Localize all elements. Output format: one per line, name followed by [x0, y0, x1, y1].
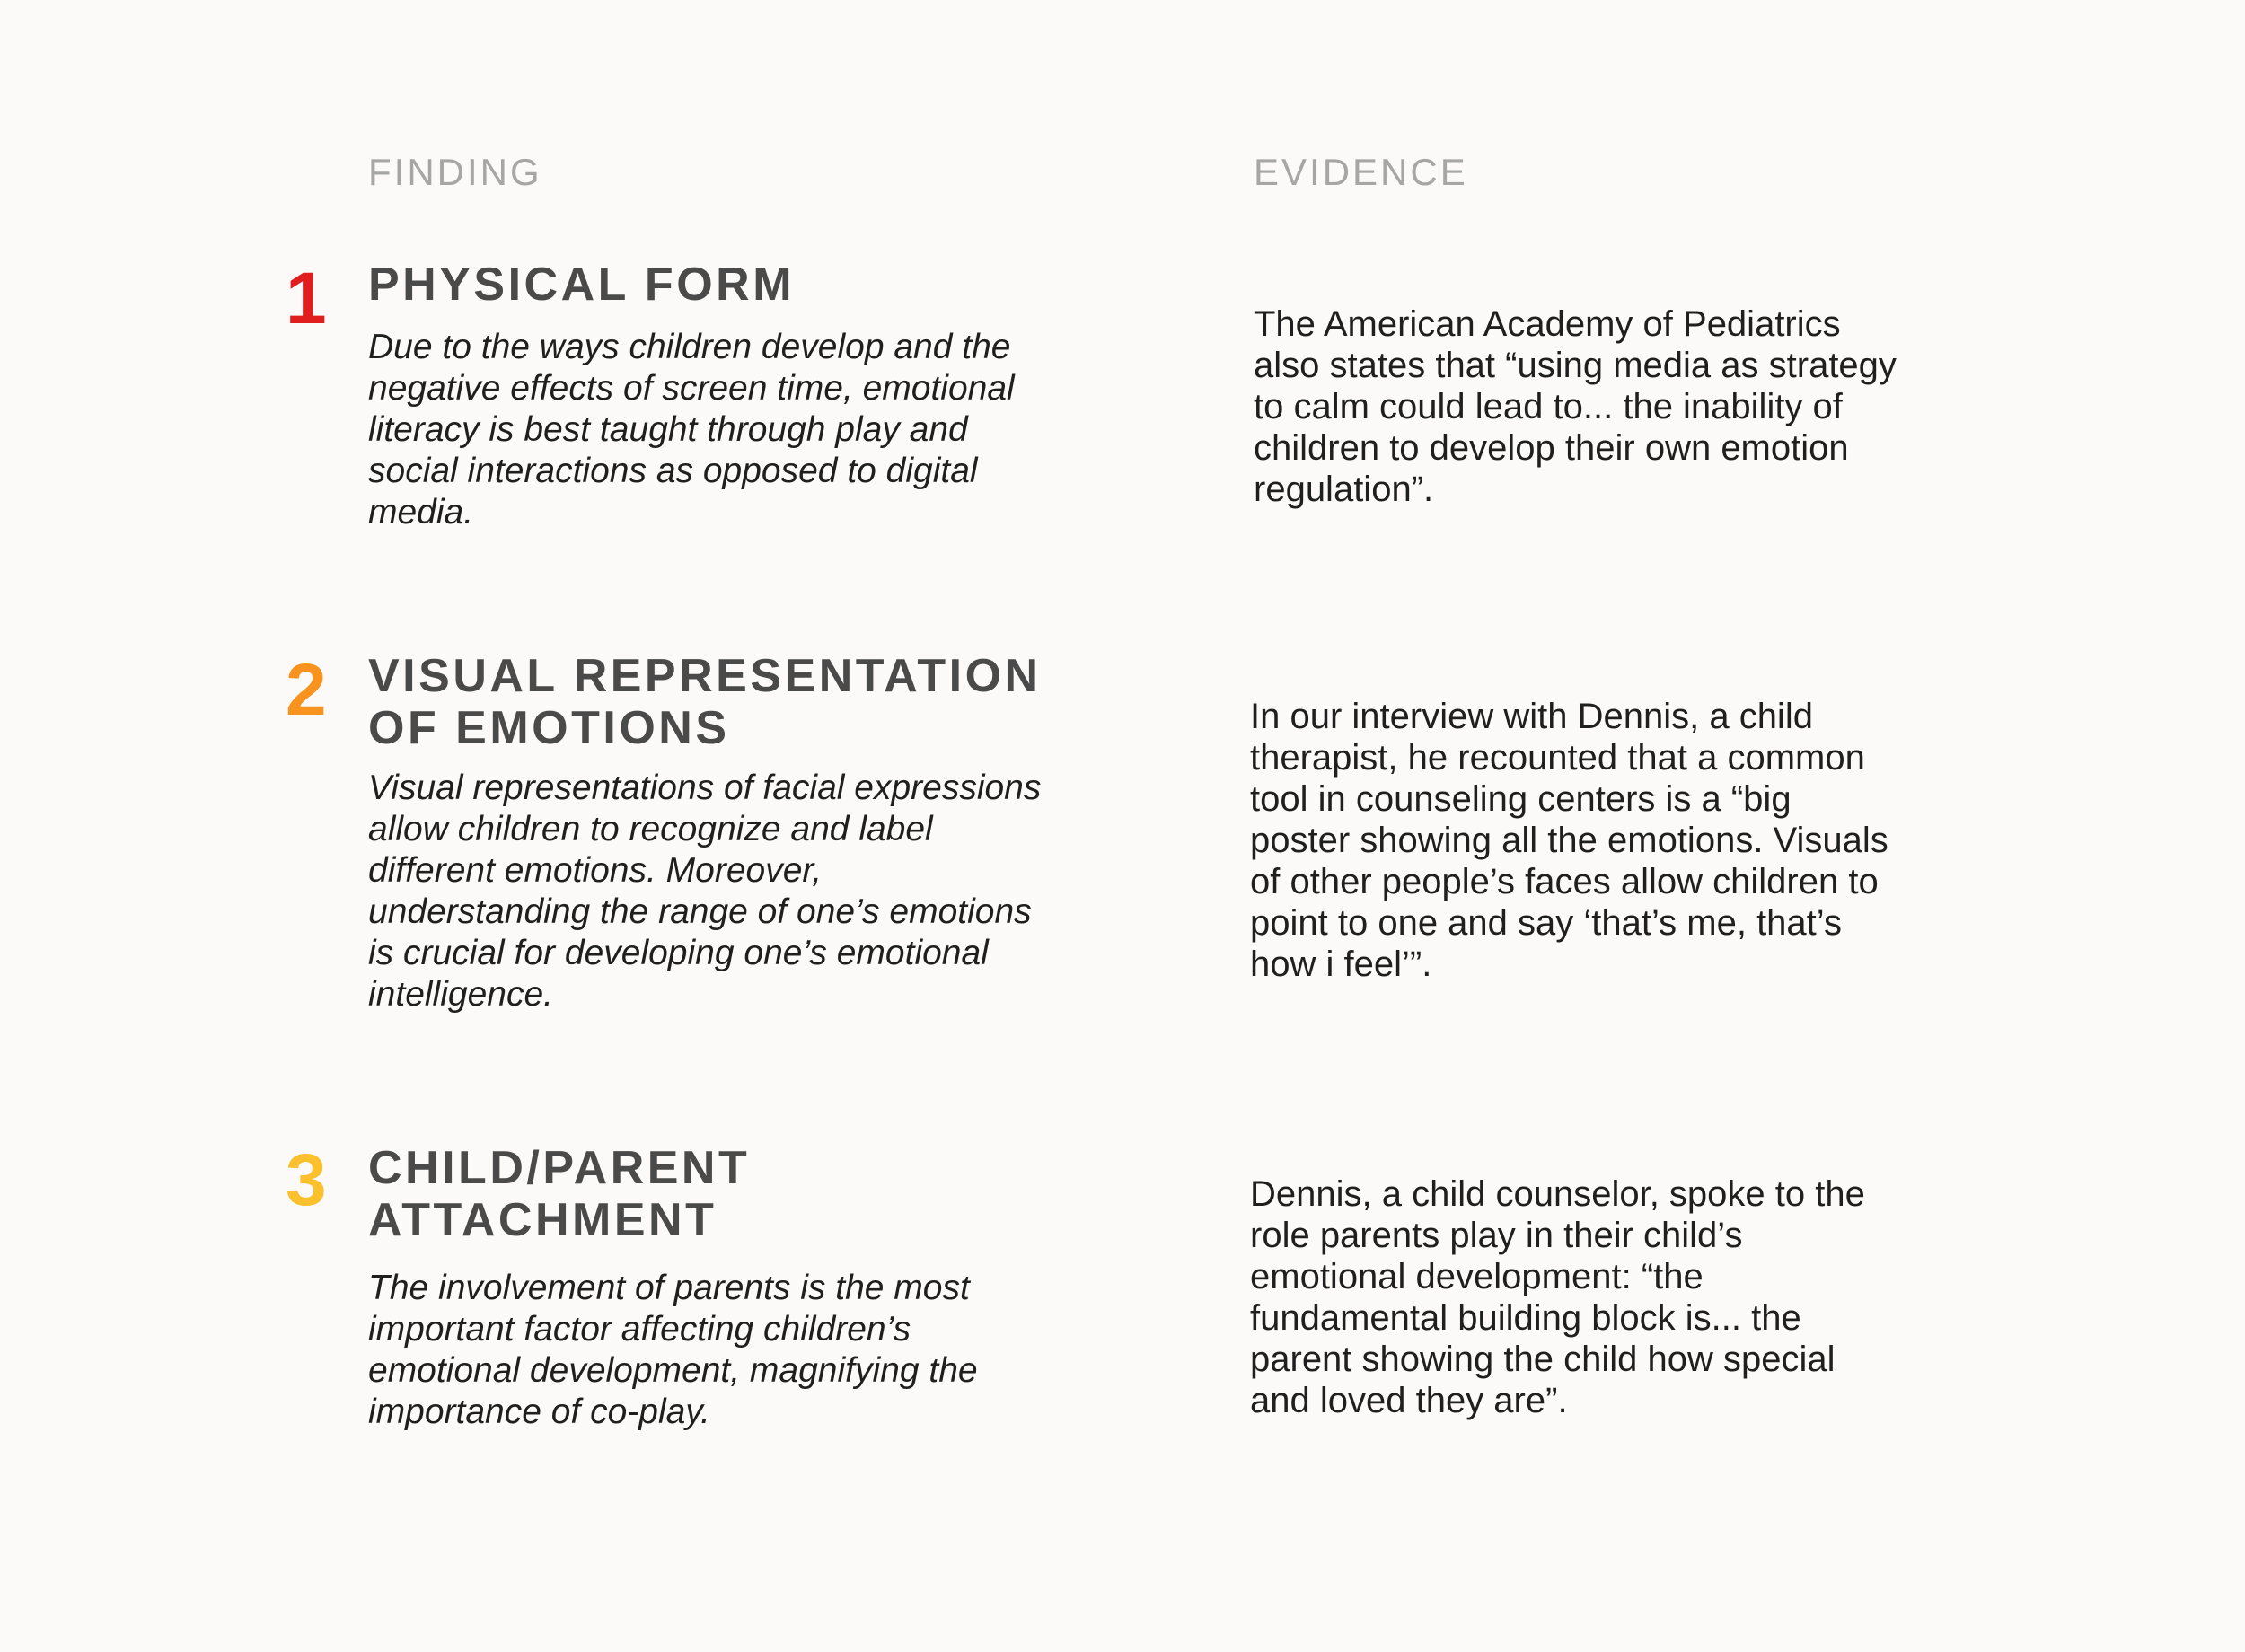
finding-body-line: importance of co-play. [368, 1393, 710, 1431]
finding-title-3-line: CHILD/PARENT [368, 1142, 751, 1194]
finding-body-line: allow children to recognize and label [368, 810, 933, 848]
finding-title-3 [368, 1142, 1087, 1246]
finding-title-2 [368, 650, 1087, 754]
finding-body-3 [368, 1268, 1105, 1433]
finding-number-1: 1 [286, 258, 327, 339]
evidence-line: children to develop their own emotion [1254, 428, 1849, 468]
evidence-line: poster showing all the emotions. Visuals [1250, 821, 1888, 860]
finding-title-1 [368, 259, 1087, 311]
evidence-line: tool in counseling centers is a “big [1250, 779, 1792, 819]
finding-title-1-line: PHYSICAL FORM [368, 259, 796, 311]
evidence-line: to calm could lead to... the inability of [1254, 387, 1843, 426]
finding-body-line: emotional development, magnifying the [368, 1351, 978, 1390]
finding-body-2 [368, 768, 1105, 1015]
finding-title-2-line: OF EMOTIONS [368, 702, 730, 754]
finding-number-2: 2 [286, 649, 327, 731]
evidence-line: parent showing the child how special [1250, 1340, 1836, 1379]
finding-body-line: is crucial for developing one’s emotional [368, 934, 989, 972]
finding-body-line: media. [368, 493, 474, 532]
finding-body-line: Due to the ways children develop and the [368, 328, 1011, 366]
evidence-text-2 [1250, 696, 1986, 985]
finding-body-line: negative effects of screen time, emotional [368, 369, 1015, 408]
finding-body-line: The involvement of parents is the most [368, 1269, 970, 1307]
finding-body-line: intelligence. [368, 975, 553, 1014]
evidence-line: and loved they are”. [1250, 1381, 1568, 1420]
finding-body-line: social interactions as opposed to digital [368, 452, 978, 490]
evidence-line: also states that “using media as strategy [1254, 346, 1897, 385]
finding-title-3-line: ATTACHMENT [368, 1194, 718, 1246]
evidence-line: how i feel’”. [1250, 945, 1432, 984]
finding-body-line: understanding the range of one’s emotions [368, 892, 1032, 931]
evidence-line: Dennis, a child counselor, spoke to the [1250, 1174, 1865, 1214]
finding-body-line: important factor affecting children’s [368, 1310, 911, 1349]
evidence-line: fundamental building block is... the [1250, 1298, 1801, 1338]
finding-body-1 [368, 327, 1105, 533]
evidence-line: regulation”. [1254, 470, 1434, 509]
finding-number-3: 3 [286, 1139, 327, 1221]
evidence-column-header: EVIDENCE [1254, 151, 1468, 193]
evidence-line: therapist, he recounted that a common [1250, 738, 1865, 778]
finding-body-line: Visual representations of facial expressions [368, 769, 1042, 807]
finding-body-line: different emotions. Moreover, [368, 851, 823, 890]
evidence-text-1 [1254, 303, 1990, 510]
evidence-line: In our interview with Dennis, a child [1250, 697, 1813, 736]
evidence-line: role parents play in their child’s [1250, 1216, 1743, 1255]
finding-column-header: FINDING [368, 151, 542, 193]
evidence-line: of other people’s faces allow children to [1250, 862, 1879, 901]
evidence-text-3 [1250, 1173, 1986, 1421]
evidence-line: The American Academy of Pediatrics [1254, 304, 1841, 344]
evidence-line: point to one and say ‘that’s me, that’s [1250, 903, 1842, 943]
finding-body-line: literacy is best taught through play and [368, 410, 968, 449]
evidence-line: emotional development: “the [1250, 1257, 1704, 1296]
finding-title-2-line: VISUAL REPRESENTATION [368, 650, 1042, 702]
